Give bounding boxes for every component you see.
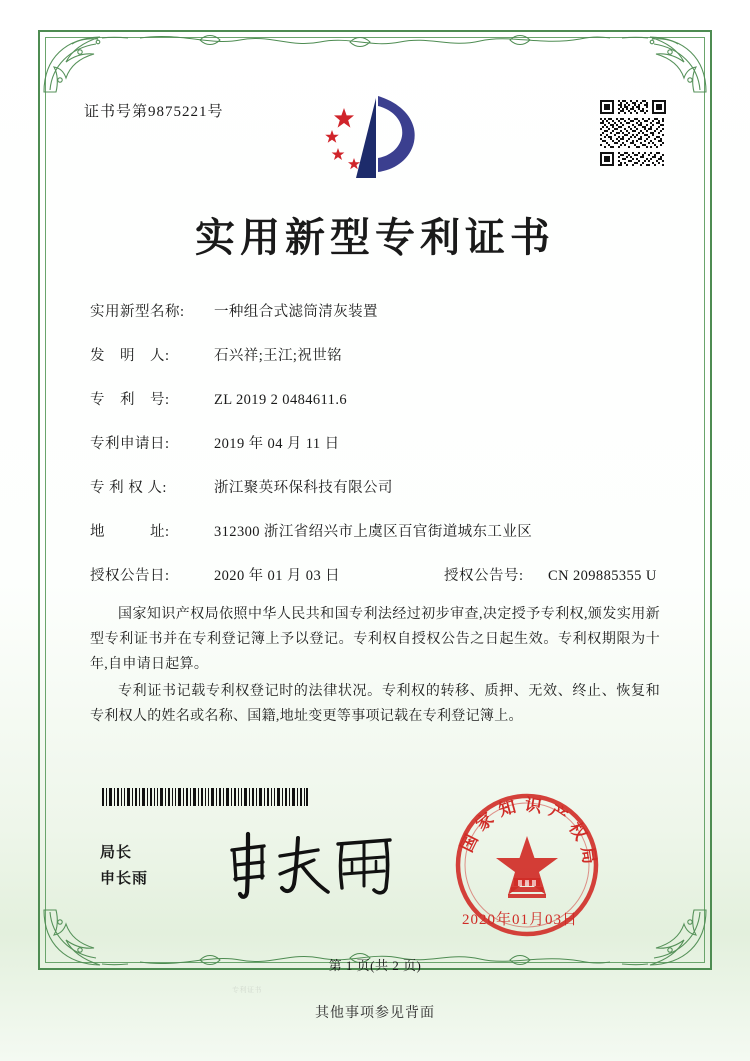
- field-label-secondary: 授权公告号:: [444, 568, 524, 584]
- field-label: 专利申请日:: [90, 436, 170, 452]
- page-title: 实用新型专利证书: [195, 214, 555, 261]
- seal-date: 2020年01月03日: [462, 912, 579, 928]
- field-value: 一种组合式滤筒清灰装置: [214, 304, 378, 320]
- field-row-invention-name: [90, 300, 670, 321]
- signature-block: [100, 840, 148, 892]
- field-label: 授权公告日:: [90, 568, 170, 584]
- certificate-number: 证书号第9875221号: [84, 104, 224, 120]
- field-value: 312300 浙江省绍兴市上虞区百官街道城东工业区: [214, 524, 533, 540]
- field-row-application-date: [90, 432, 670, 453]
- field-value: ZL 2019 2 0484611.6: [214, 392, 347, 408]
- legal-text: [90, 602, 660, 731]
- field-row-patentee: [90, 476, 670, 497]
- field-label: 地 址:: [90, 524, 170, 540]
- field-label: 专 利 号:: [90, 392, 170, 408]
- field-list: [90, 300, 670, 608]
- field-label: 发 明 人:: [90, 348, 170, 364]
- signature-name: 申长雨: [100, 871, 149, 887]
- field-row-address: [90, 520, 670, 541]
- barcode-icon: [102, 788, 308, 806]
- corner-ornament-icon: [614, 32, 710, 96]
- field-row-patent-number: [90, 388, 670, 409]
- cnipa-logo-icon: [320, 92, 430, 192]
- corner-ornament-icon: [40, 32, 136, 96]
- faint-watermark-text: 专利证书: [232, 986, 262, 994]
- field-value: 石兴祥;王江;祝世铭: [214, 348, 343, 364]
- page-indicator: 第 1 页(共 2 页): [328, 958, 422, 973]
- signature-title: 局长: [100, 845, 133, 861]
- field-value: 2020 年 01 月 03 日: [214, 568, 341, 584]
- field-label: 专 利 权 人:: [90, 480, 167, 496]
- handwritten-signature-icon: [218, 830, 398, 900]
- footer-note: 其他事项参见背面: [315, 1006, 435, 1021]
- field-value-secondary: CN 209885355 U: [548, 568, 657, 584]
- svg-text:国家知识产权局: 国家知识产权局: [457, 795, 600, 873]
- field-row-inventors: [90, 344, 670, 365]
- paragraph-2: 专利证书记载专利权登记时的法律状况。专利权的转移、质押、无效、终止、恢复和专利权人的姓名或名称、国籍,地址变更等事项记载在专利登记簿上。: [90, 684, 660, 724]
- qr-code-icon: [600, 100, 666, 166]
- border-flourish-top: [140, 30, 610, 56]
- field-label: 实用新型名称:: [90, 304, 185, 320]
- paragraph-1: 国家知识产权局依照中华人民共和国专利法经过初步审查,决定授予专利权,颁发实用新型专利证书并在专利登记簿上予以登记。专利权自授权公告之日起生效。专利权期限为十年,自申请日起算。: [90, 607, 660, 672]
- field-value: 浙江聚英环保科技有限公司: [214, 480, 393, 496]
- field-value: 2019 年 04 月 11 日: [214, 436, 340, 452]
- field-row-grant-announcement: [90, 564, 670, 585]
